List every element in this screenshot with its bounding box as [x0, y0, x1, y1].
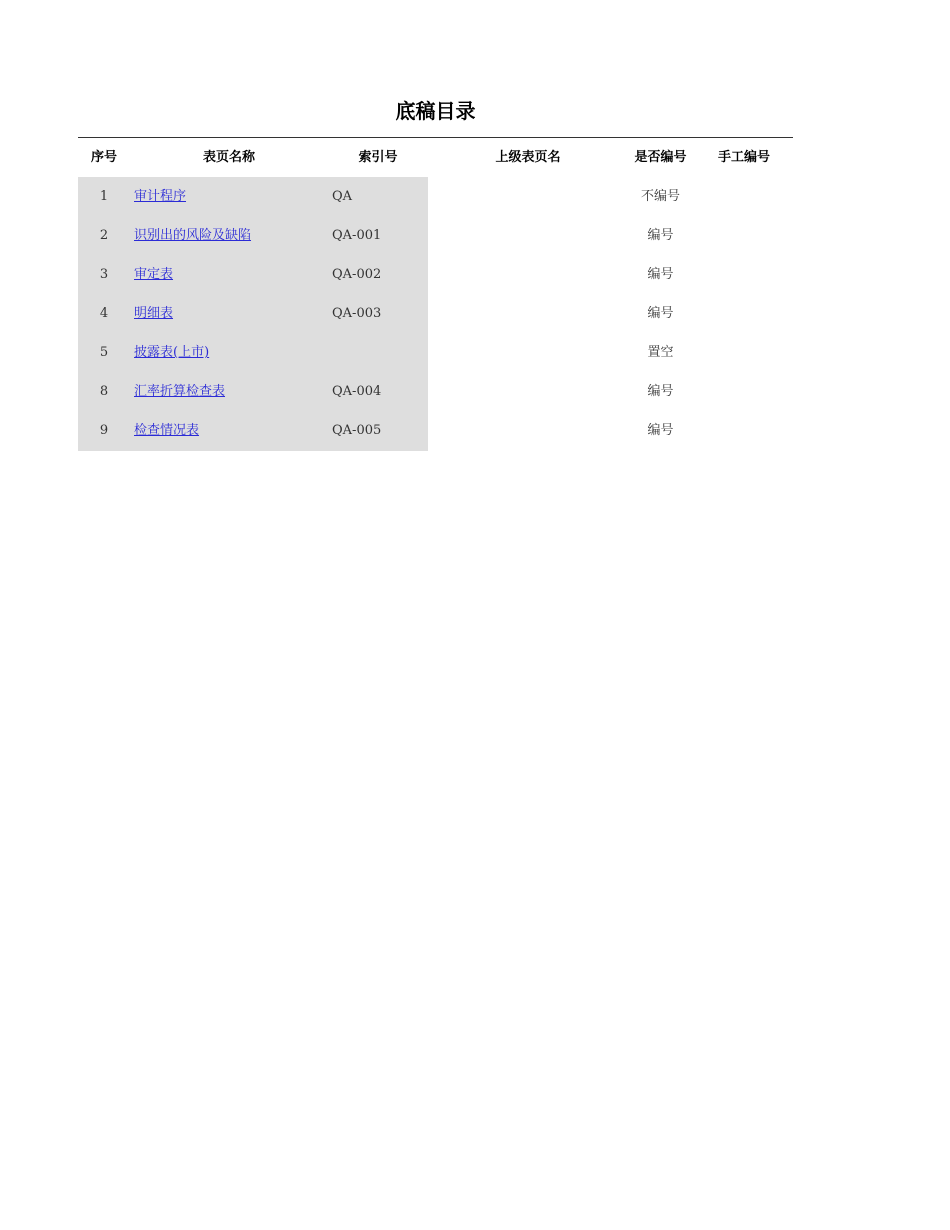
row-numbered: 编号	[647, 384, 674, 399]
row-numbered: 不编号	[640, 189, 680, 204]
column-header-numbered: 是否编号	[634, 150, 687, 165]
column-header-index: 索引号	[358, 150, 398, 165]
header-divider	[78, 137, 793, 138]
table-row	[78, 372, 793, 411]
table-row	[78, 216, 793, 255]
table-header	[78, 146, 793, 170]
row-numbered: 置空	[647, 345, 674, 360]
row-numbered: 编号	[647, 423, 674, 438]
row-index: QA-005	[332, 423, 382, 438]
row-name-cell	[134, 411, 344, 450]
row-name-cell	[134, 294, 344, 333]
row-numbered: 编号	[647, 306, 674, 321]
row-seq: 3	[99, 267, 109, 282]
sheet-link[interactable]: 披露表(上市)	[134, 345, 210, 360]
row-index: QA-004	[332, 384, 382, 399]
table-body	[78, 177, 793, 450]
sheet-link[interactable]: 汇率折算检查表	[134, 384, 226, 399]
row-seq: 2	[99, 228, 109, 243]
table-row	[78, 177, 793, 216]
row-name-cell	[134, 177, 344, 216]
row-seq: 9	[99, 423, 109, 438]
row-seq: 5	[99, 345, 109, 360]
table-row	[78, 411, 793, 450]
column-header-manual: 手工编号	[717, 150, 770, 165]
row-seq: 8	[99, 384, 109, 399]
row-index: QA-002	[332, 267, 382, 282]
column-header-parent: 上级表页名	[495, 150, 561, 165]
sheet-link[interactable]: 识别出的风险及缺陷	[134, 228, 252, 243]
row-seq: 4	[99, 306, 109, 321]
table-row	[78, 255, 793, 294]
row-seq: 1	[99, 189, 109, 204]
row-name-cell	[134, 333, 344, 372]
column-header-seq: 序号	[90, 150, 117, 165]
column-header-name: 表页名称	[202, 150, 255, 165]
row-name-cell	[134, 216, 344, 255]
row-index	[332, 333, 452, 372]
table-row	[78, 294, 793, 333]
sheet-link[interactable]: 审定表	[134, 267, 174, 282]
sheet-link[interactable]: 明细表	[134, 306, 174, 321]
sheet-link[interactable]: 审计程序	[134, 189, 187, 204]
row-numbered: 编号	[647, 228, 674, 243]
page-title: 底稿目录	[395, 99, 476, 123]
sheet-link[interactable]: 检查情况表	[134, 423, 200, 438]
row-name-cell	[134, 255, 344, 294]
row-name-cell	[134, 372, 344, 411]
row-index: QA-003	[332, 306, 382, 321]
row-index: QA-001	[332, 228, 382, 243]
row-index: QA	[332, 189, 353, 204]
table-row	[78, 333, 793, 372]
row-numbered: 编号	[647, 267, 674, 282]
